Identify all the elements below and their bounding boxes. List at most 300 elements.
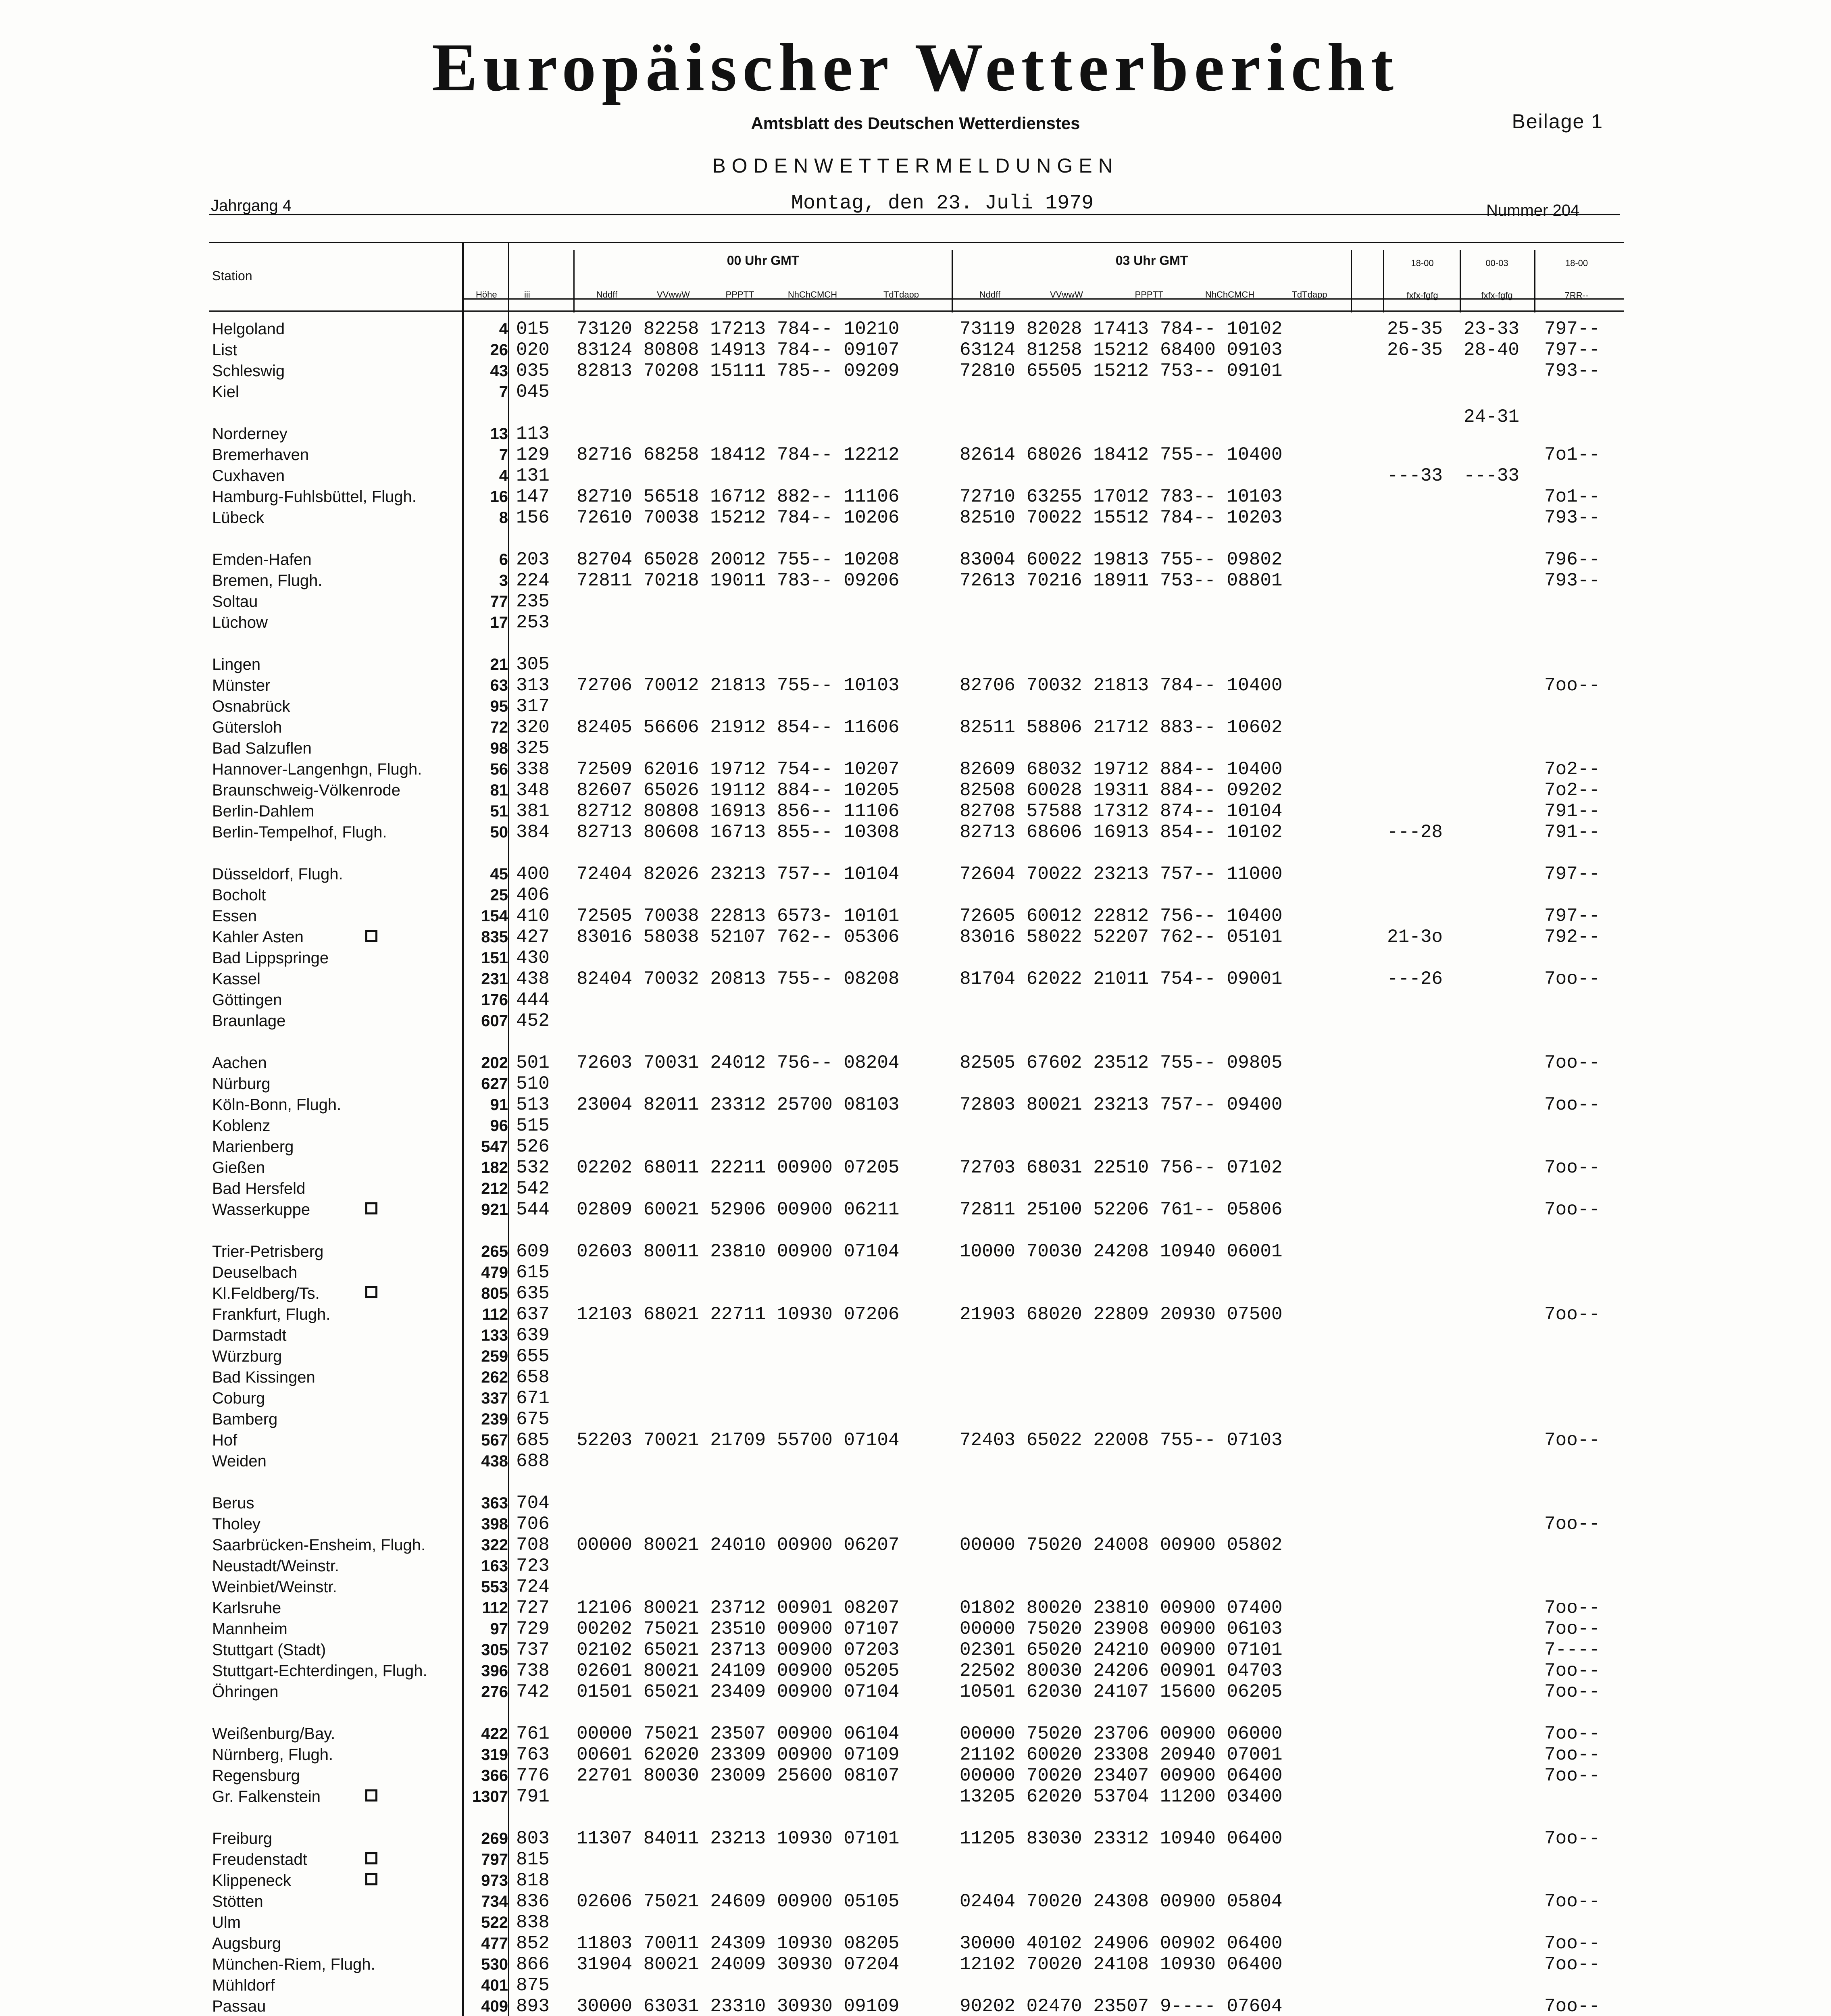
station-name: [212, 486, 462, 507]
station-height: 337: [481, 1389, 508, 1407]
station-name: [212, 1136, 462, 1157]
station-label: Nürburg: [212, 1075, 271, 1093]
table-top-rule: [209, 242, 1624, 243]
precip-18-00: 7oo--: [1544, 1681, 1600, 1702]
iii-header: iii: [524, 289, 530, 300]
station-label: Bad Kissingen: [212, 1368, 315, 1386]
precip-18-00: 7oo--: [1544, 1514, 1600, 1535]
obs-03-groups: 72710 63255 17012 783-- 10103: [960, 486, 1283, 507]
extra2-top: 00-03: [1485, 258, 1508, 268]
station-name: [212, 675, 462, 696]
obs-03-groups: 02301 65020 24210 00900 07101: [960, 1639, 1283, 1660]
station-label: Gießen: [212, 1159, 265, 1177]
col00-vvwww: VVwwW: [657, 289, 690, 300]
obs-03-groups: 82708 57588 17312 874-- 10104: [960, 801, 1283, 822]
gust-00-03: ---33: [1464, 465, 1520, 486]
obs-03-groups: 30000 40102 24906 00902 06400: [960, 1933, 1283, 1954]
obs-03-groups: 11205 83030 23312 10940 06400: [960, 1828, 1283, 1849]
precip-18-00: 792--: [1544, 927, 1600, 948]
obs-03-groups: 21102 60020 23308 20940 07001: [960, 1744, 1283, 1765]
station-index: 671: [516, 1388, 550, 1409]
station-index: 338: [516, 759, 550, 780]
precip-18-00: 7oo--: [1544, 1597, 1600, 1618]
station-name: [212, 444, 462, 465]
obs-00-groups: 12103 68021 22711 10930 07206: [577, 1304, 900, 1325]
precip-18-00: 793--: [1544, 360, 1600, 381]
station-height: 259: [481, 1347, 508, 1365]
station-name: [212, 1094, 462, 1115]
obs-00-groups: 72509 62016 19712 754-- 10207: [577, 759, 900, 780]
obs-03-groups: 82706 70032 21813 784-- 10400: [960, 675, 1283, 696]
station-name: [212, 948, 462, 968]
gust-value: 24-31: [1464, 406, 1520, 427]
obs-03-groups: 01802 80020 23810 00900 07400: [960, 1597, 1283, 1618]
obs-03-groups: 82713 68606 16913 854-- 10102: [960, 822, 1283, 843]
obs-00-groups: 00601 62020 23309 00900 07109: [577, 1744, 900, 1765]
precip-18-00: 7oo--: [1544, 1765, 1600, 1786]
station-height: 547: [481, 1138, 508, 1156]
station-index: 635: [516, 1283, 550, 1304]
station-index: 427: [516, 927, 550, 948]
precip-18-00: 7oo--: [1544, 1996, 1600, 2016]
obs-00-groups: 11307 84011 23213 10930 07101: [577, 1828, 900, 1849]
station-height: 51: [490, 802, 508, 820]
col03-nddff: Nddff: [979, 289, 1001, 300]
station-index: 501: [516, 1052, 550, 1073]
gust-18-00: ---28: [1387, 822, 1443, 843]
station-index: 838: [516, 1912, 550, 1933]
station-index: 203: [516, 549, 550, 570]
station-name: [212, 381, 462, 402]
station-label: München-Riem, Flugh.: [212, 1956, 375, 1973]
station-label: Soltau: [212, 593, 258, 610]
station-height: 112: [482, 1306, 508, 1323]
extra-divider-2: [1534, 250, 1535, 312]
station-name: [212, 1618, 462, 1639]
station-label: Mannheim: [212, 1620, 287, 1638]
precip-18-00: 7oo--: [1544, 675, 1600, 696]
precip-18-00: 797--: [1544, 906, 1600, 927]
station-name: [212, 1157, 462, 1178]
station-label: Lüchow: [212, 614, 268, 631]
station-name: [212, 1556, 462, 1577]
obs-00-groups: 83016 58038 52107 762-- 05306: [577, 927, 900, 948]
open-square-icon: [365, 1789, 377, 1801]
station-index: 776: [516, 1765, 550, 1786]
obs-03-groups: 00000 75020 23908 00900 06103: [960, 1618, 1283, 1639]
station-label: Braunlage: [212, 1012, 286, 1030]
station-index: 532: [516, 1157, 550, 1178]
station-height: 77: [490, 593, 508, 610]
station-name: [212, 1975, 462, 1996]
station-height: 56: [490, 760, 508, 778]
col03-vvwww: VVwwW: [1050, 289, 1083, 300]
station-index: 706: [516, 1514, 550, 1535]
station-height: 567: [481, 1431, 508, 1449]
station-label: Schleswig: [212, 362, 285, 380]
precip-18-00: 7o1--: [1544, 444, 1600, 465]
obs-03-groups: 83004 60022 19813 755-- 09802: [960, 549, 1283, 570]
station-height: 973: [481, 1872, 508, 1889]
station-name: [212, 1052, 462, 1073]
station-index: 253: [516, 612, 550, 633]
obs-00-groups: 22701 80030 23009 25600 08107: [577, 1765, 900, 1786]
station-height: 45: [490, 865, 508, 883]
supplement-label: Beilage 1: [1512, 110, 1603, 133]
station-index: 763: [516, 1744, 550, 1765]
station-index: 688: [516, 1451, 550, 1472]
time03-header: 03 Uhr GMT: [1115, 253, 1188, 268]
station-name: [212, 1765, 462, 1786]
station-name: [212, 1178, 462, 1199]
station-height: 17: [490, 614, 508, 631]
station-name: [212, 423, 462, 444]
obs-00-groups: 82813 70208 15111 785-- 09209: [577, 360, 900, 381]
station-height: 212: [481, 1180, 508, 1198]
station-label: Gr. Falkenstein: [212, 1788, 321, 1806]
station-height: 81: [490, 781, 508, 799]
station-index: 410: [516, 906, 550, 927]
station-index: 658: [516, 1367, 550, 1388]
station-label: Koblenz: [212, 1117, 271, 1135]
station-label: Bad Salzuflen: [212, 739, 312, 757]
station-height: 4: [499, 467, 508, 485]
obs-00-groups: 52203 70021 21709 55700 07104: [577, 1430, 900, 1451]
extra1-top: 18-00: [1411, 258, 1434, 268]
station-height: 530: [481, 1956, 508, 1973]
obs-00-groups: 02606 75021 24609 00900 05105: [577, 1891, 900, 1912]
station-label: Berus: [212, 1494, 254, 1512]
station-label: Trier-Petrisberg: [212, 1243, 324, 1260]
station-index: 224: [516, 570, 550, 591]
station-height: 7: [499, 446, 508, 464]
obs-03-groups: 90202 02470 23507 9---- 07604: [960, 1996, 1283, 2016]
precip-18-00: 7oo--: [1544, 1828, 1600, 1849]
height-header: Höhe: [476, 289, 497, 300]
station-height: 276: [481, 1683, 508, 1701]
station-height: 477: [481, 1935, 508, 1952]
station-height: 734: [481, 1893, 508, 1910]
obs-03-groups: 81704 62022 21011 754-- 09001: [960, 968, 1283, 989]
station-label: Kl.Feldberg/Ts.: [212, 1285, 320, 1302]
obs-00-groups: 72811 70218 19011 783-- 09206: [577, 570, 900, 591]
col03-clouds: NhChCMCH: [1205, 289, 1255, 300]
station-height: 154: [481, 907, 508, 925]
station-index: 317: [516, 696, 550, 717]
station-height: 98: [490, 739, 508, 757]
col03-ppptt: PPPTT: [1135, 289, 1164, 300]
obs-00-groups: 82404 70032 20813 755-- 08208: [577, 968, 900, 989]
obs-03-groups: 72403 65022 22008 755-- 07103: [960, 1430, 1283, 1451]
obs-03-groups: 10501 62030 24107 15600 06205: [960, 1681, 1283, 1702]
station-height: 26: [490, 341, 508, 359]
precip-18-00: 7oo--: [1544, 1304, 1600, 1325]
station-index: 729: [516, 1618, 550, 1639]
station-height: 607: [481, 1012, 508, 1030]
station-index: 723: [516, 1556, 550, 1577]
obs-03-groups: 10000 70030 24208 10940 06001: [960, 1241, 1283, 1262]
station-height: 835: [481, 928, 508, 946]
station-name: [212, 1639, 462, 1660]
station-index: 131: [516, 465, 550, 486]
station-height: 176: [481, 991, 508, 1009]
extra-divider-1: [1460, 250, 1461, 312]
obs-03-groups: 82511 58806 21712 883-- 10602: [960, 717, 1283, 738]
station-name: [212, 1577, 462, 1597]
station-height: 409: [481, 1997, 508, 2015]
obs-00-groups: 72505 70038 22813 6573- 10101: [577, 906, 900, 927]
station-label: Marienberg: [212, 1138, 294, 1156]
station-height: 95: [490, 698, 508, 715]
obs-03-groups: 82609 68032 19712 884-- 10400: [960, 759, 1283, 780]
station-index: 738: [516, 1660, 550, 1681]
station-name: [212, 1786, 462, 1807]
station-label: Düsseldorf, Flugh.: [212, 865, 343, 883]
station-name: [212, 1325, 462, 1346]
station-label: Stötten: [212, 1893, 263, 1910]
station-name: [212, 738, 462, 759]
station-height: 43: [490, 362, 508, 380]
station-label: Stuttgart (Stadt): [212, 1641, 326, 1659]
issue-number: Nummer 204: [1486, 202, 1580, 219]
open-square-icon: [365, 1202, 377, 1214]
station-name: [212, 1388, 462, 1409]
station-label: Öhringen: [212, 1683, 279, 1701]
station-name: [212, 1346, 462, 1367]
gust-18-00: 21-3o: [1387, 927, 1443, 948]
station-index: 384: [516, 822, 550, 843]
station-index: 615: [516, 1262, 550, 1283]
station-index: 818: [516, 1870, 550, 1891]
station-label: Darmstadt: [212, 1327, 287, 1344]
obs-00-groups: 30000 63031 23310 30930 09109: [577, 1996, 900, 2016]
station-label: Augsburg: [212, 1935, 281, 1952]
height-column-divider: [508, 242, 509, 2016]
gust-18-00: 25-35: [1387, 319, 1443, 339]
station-label: List: [212, 341, 237, 359]
station-index: 637: [516, 1304, 550, 1325]
station-height: 133: [481, 1327, 508, 1344]
station-height: 72: [490, 719, 508, 736]
station-height: 4: [499, 320, 508, 338]
station-label: Kassel: [212, 970, 261, 988]
station-label: Gütersloh: [212, 719, 282, 736]
station-label: Hamburg-Fuhlsbüttel, Flugh.: [212, 488, 417, 506]
station-index: 510: [516, 1073, 550, 1094]
station-index: 727: [516, 1597, 550, 1618]
station-label: Emden-Hafen: [212, 551, 312, 569]
precip-18-00: 7oo--: [1544, 1660, 1600, 1681]
station-label: Hannover-Langenhgn, Flugh.: [212, 760, 422, 778]
station-index: 015: [516, 319, 550, 339]
volume-label: Jahrgang 4: [211, 197, 292, 215]
station-label: Kahler Asten: [212, 928, 304, 946]
station-index: 430: [516, 948, 550, 968]
open-square-icon: [365, 1873, 377, 1885]
gust-18-00: ---26: [1387, 968, 1443, 989]
station-name: [212, 717, 462, 738]
station-name: [212, 1409, 462, 1430]
obs-03-groups: 72811 25100 52206 761-- 05806: [960, 1199, 1283, 1220]
station-height: 202: [481, 1054, 508, 1072]
station-index: 305: [516, 654, 550, 675]
station-index: 320: [516, 717, 550, 738]
precip-18-00: 7oo--: [1544, 1954, 1600, 1975]
obs-03-groups: 13205 62020 53704 11200 03400: [960, 1786, 1283, 1807]
station-height: 396: [481, 1662, 508, 1680]
report-title: Europäischer Wetterbericht: [431, 29, 1400, 105]
station-height: 97: [490, 1620, 508, 1638]
station-height: 96: [490, 1117, 508, 1135]
open-square-icon: [365, 1286, 377, 1298]
station-height: 262: [481, 1368, 508, 1386]
obs-03-groups: 82505 67602 23512 755-- 09805: [960, 1052, 1283, 1073]
station-index: 313: [516, 675, 550, 696]
obs-03-groups: 12102 70020 24108 10930 06400: [960, 1954, 1283, 1975]
precip-18-00: 7oo--: [1544, 1933, 1600, 1954]
precip-18-00: 7oo--: [1544, 1199, 1600, 1220]
obs-03-groups: 02404 70020 24308 00900 05804: [960, 1891, 1283, 1912]
station-index: 742: [516, 1681, 550, 1702]
report-subtitle: Amtsblatt des Deutschen Wetterdienstes: [751, 114, 1080, 133]
station-height: 398: [481, 1515, 508, 1533]
station-label: Nürnberg, Flugh.: [212, 1746, 333, 1764]
station-label: Stuttgart-Echterdingen, Flugh.: [212, 1662, 427, 1680]
station-label: Weinbiet/Weinstr.: [212, 1578, 337, 1596]
obs-00-groups: 83124 80808 14913 784-- 09107: [577, 339, 900, 360]
obs-00-groups: 02202 68011 22211 00900 07205: [577, 1157, 900, 1178]
obs-00-groups: 00000 75021 23507 00900 06104: [577, 1723, 900, 1744]
station-name: [212, 591, 462, 612]
station-height: 182: [481, 1159, 508, 1177]
obs-03-groups: 83016 58022 52207 762-- 05101: [960, 927, 1283, 948]
column-header-rule: [209, 310, 1624, 312]
obs-00-groups: 82716 68258 18412 784-- 12212: [577, 444, 900, 465]
precip-18-00: 791--: [1544, 822, 1600, 843]
station-name: [212, 1199, 462, 1220]
open-square-icon: [365, 930, 377, 942]
station-height: 438: [481, 1452, 508, 1470]
station-label: Köln-Bonn, Flugh.: [212, 1096, 342, 1114]
station-label: Weißenburg/Bay.: [212, 1725, 335, 1743]
precip-18-00: 7oo--: [1544, 1094, 1600, 1115]
station-index: 852: [516, 1933, 550, 1954]
station-height: 522: [481, 1914, 508, 1931]
station-name: [212, 885, 462, 906]
station-label: Tholey: [212, 1515, 261, 1533]
station-label: Cuxhaven: [212, 467, 285, 485]
station-index: 544: [516, 1199, 550, 1220]
obs-00-groups: 72404 82026 23213 757-- 10104: [577, 864, 900, 885]
station-column-divider: [462, 242, 464, 2016]
station-index: 020: [516, 339, 550, 360]
station-name: [212, 696, 462, 717]
obs-03-groups: 72803 80021 23213 757-- 09400: [960, 1094, 1283, 1115]
obs-00-groups: 02102 65021 23713 00900 07203: [577, 1639, 900, 1660]
station-label: Osnabrück: [212, 698, 290, 715]
obs-00-groups: 01501 65021 23409 00900 07104: [577, 1681, 900, 1702]
station-index: 515: [516, 1115, 550, 1136]
obs-00-groups: 82712 80808 16913 856-- 11106: [577, 801, 900, 822]
col00-nddff: Nddff: [596, 289, 618, 300]
station-label: Ulm: [212, 1914, 241, 1931]
station-label: Kiel: [212, 383, 239, 401]
station-name: [212, 1954, 462, 1975]
obs-03-groups: 21903 68020 22809 20930 07500: [960, 1304, 1283, 1325]
station-index: 639: [516, 1325, 550, 1346]
station-index: 113: [516, 423, 550, 444]
obs-03-groups: 72605 60012 22812 756-- 10400: [960, 906, 1283, 927]
station-label: Bad Hersfeld: [212, 1180, 306, 1198]
station-height: 305: [481, 1641, 508, 1659]
obs-03-groups: 63124 81258 15212 68400 09103: [960, 339, 1283, 360]
obs-00-groups: 00202 75021 23510 00900 07107: [577, 1618, 900, 1639]
precip-18-00: 7oo--: [1544, 1618, 1600, 1639]
station-name: [212, 1849, 462, 1870]
station-name: [212, 1493, 462, 1514]
gust-00-03: 23-33: [1464, 319, 1520, 339]
precip-18-00: 7oo--: [1544, 1430, 1600, 1451]
extra-column-divider: [1383, 250, 1384, 312]
station-index: 875: [516, 1975, 550, 1996]
obs-03-groups: 82614 68026 18412 755-- 10400: [960, 444, 1283, 465]
station-height: 8: [499, 509, 508, 527]
issue-date: Montag, den 23. Juli 1979: [791, 192, 1094, 215]
precip-18-00: 797--: [1544, 319, 1600, 339]
station-name: [212, 989, 462, 1010]
station-height: 401: [481, 1976, 508, 1994]
station-index: 866: [516, 1954, 550, 1975]
station-index: 836: [516, 1891, 550, 1912]
precip-18-00: 7----: [1544, 1639, 1600, 1660]
station-index: 526: [516, 1136, 550, 1157]
station-label: Neustadt/Weinstr.: [212, 1557, 339, 1575]
obs-00-groups: 72610 70038 15212 784-- 10206: [577, 507, 900, 528]
precip-18-00: 7oo--: [1544, 1723, 1600, 1744]
station-label: Mühldorf: [212, 1976, 275, 1994]
station-index: 438: [516, 968, 550, 989]
station-name: [212, 1451, 462, 1472]
station-index: 737: [516, 1639, 550, 1660]
station-label: Bad Lippspringe: [212, 949, 329, 967]
station-name: [212, 549, 462, 570]
station-index: 444: [516, 989, 550, 1010]
station-label: Essen: [212, 907, 257, 925]
station-name: [212, 1912, 462, 1933]
precip-18-00: 7oo--: [1544, 1052, 1600, 1073]
station-label: Braunschweig-Völkenrode: [212, 781, 400, 799]
station-index: 035: [516, 360, 550, 381]
station-label: Weiden: [212, 1452, 267, 1470]
obs-00-groups: 31904 80021 24009 30930 07204: [577, 1954, 900, 1975]
station-index: 156: [516, 507, 550, 528]
station-height: 805: [481, 1285, 508, 1302]
obs-00-groups: 00000 80021 24010 00900 06207: [577, 1535, 900, 1556]
station-name: [212, 1744, 462, 1765]
obs-03-groups: 72810 65505 15212 753-- 09101: [960, 360, 1283, 381]
station-height: 366: [481, 1767, 508, 1785]
station-height: 16: [490, 488, 508, 506]
station-name: [212, 319, 462, 339]
station-height: 25: [490, 886, 508, 904]
obs-00-groups: 23004 82011 23312 25700 08103: [577, 1094, 900, 1115]
station-height: 3: [499, 572, 508, 589]
extra3-bottom: 7RR--: [1564, 290, 1589, 300]
station-label: Bamberg: [212, 1410, 278, 1428]
station-label: Deuselbach: [212, 1264, 298, 1281]
station-label: Lingen: [212, 656, 261, 673]
precip-18-00: 7oo--: [1544, 968, 1600, 989]
